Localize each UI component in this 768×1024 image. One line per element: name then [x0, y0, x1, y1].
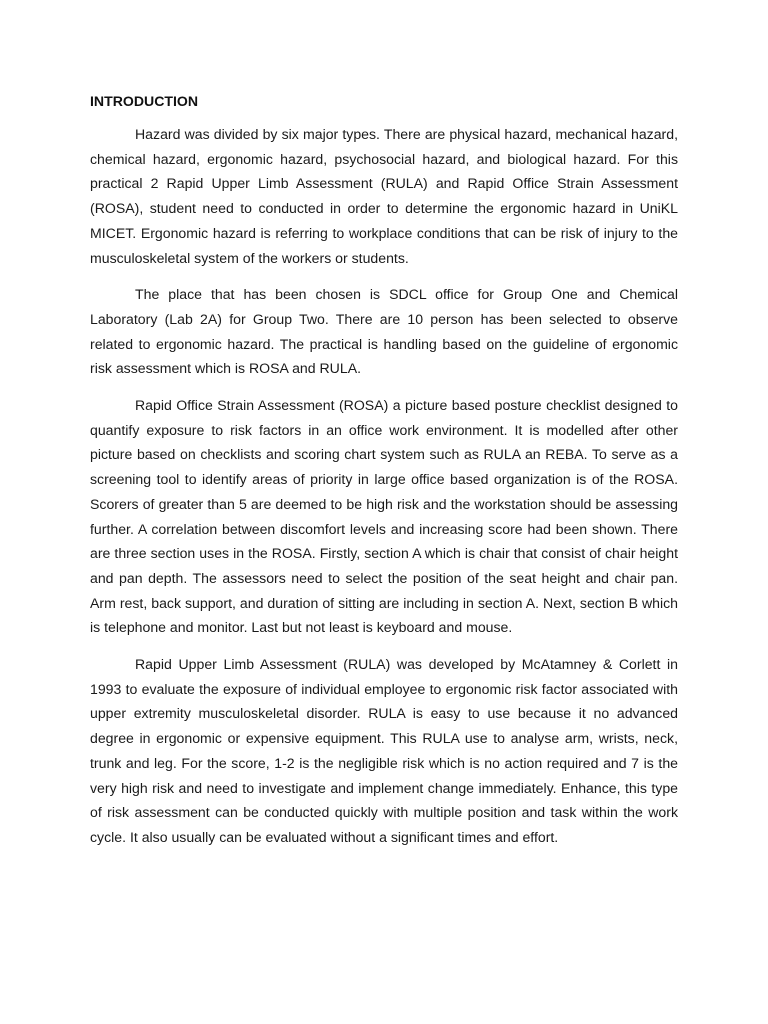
paragraph-hazard-types: Hazard was divided by six major types. There are physical hazard, mechanical hazard, chemical hazard, ergonomic hazard, psychosocial hazard, and biological hazard. For this practical 2 Rapid Upper Limb Assessment (RULA) and Rapid Office Strain Assessment (ROSA), student need to conducted in order to determine the ergonomic hazard in UniKL MICET. Ergonomic hazard is referring to workplace conditions that can be risk of injury to the musculoskeletal system of the workers or students.	[90, 126, 678, 266]
paragraph-rosa: Rapid Office Strain Assessment (ROSA) a picture based posture checklist designed to quantify exposure to risk factors in an office work environment. It is modelled after other picture based on checklists and scoring chart system such as RULA an REBA. To serve as a screening tool to identify areas of priority in large office based organization is of the ROSA. Scorers of greater than 5 are deemed to be high risk and the workstation should be assessing further. A correlation between discomfort levels and increasing score had been shown. There are three section uses in the ROSA. Firstly, section A which is chair that consist of chair height and pan depth. The assessors need to select the position of the seat height and chair pan. Arm rest, back support, and duration of sitting are including in section A. Next, section B which is telephone and monitor. Last but not least is keyboard and mouse.	[90, 397, 678, 636]
document-body	[90, 93, 678, 862]
paragraph-location: The place that has been chosen is SDCL office for Group One and Chemical Laboratory (Lab 2A) for Group Two. There are 10 person has been selected to observe related to ergonomic hazard. The practical is handling based on the guideline of ergonomic risk assessment which is ROSA and RULA.	[90, 286, 678, 377]
section-heading: INTRODUCTION	[90, 93, 199, 109]
paragraph-rula: Rapid Upper Limb Assessment (RULA) was developed by McAtamney & Corlett in 1993 to evaluate the exposure of individual employee to ergonomic risk factor associated with upper extremity musculoskeletal disorder. RULA is easy to use because it no advanced degree in ergonomic or expensive equipment. This RULA use to analyse arm, wrists, neck, trunk and leg. For the score, 1-2 is the negligible risk which is no action required and 7 is the very high risk and need to investigate and implement change immediately. Enhance, this type of risk assessment can be conducted quickly with multiple position and task within the work cycle. It also usually can be evaluated without a significant times and effort.	[90, 656, 678, 845]
